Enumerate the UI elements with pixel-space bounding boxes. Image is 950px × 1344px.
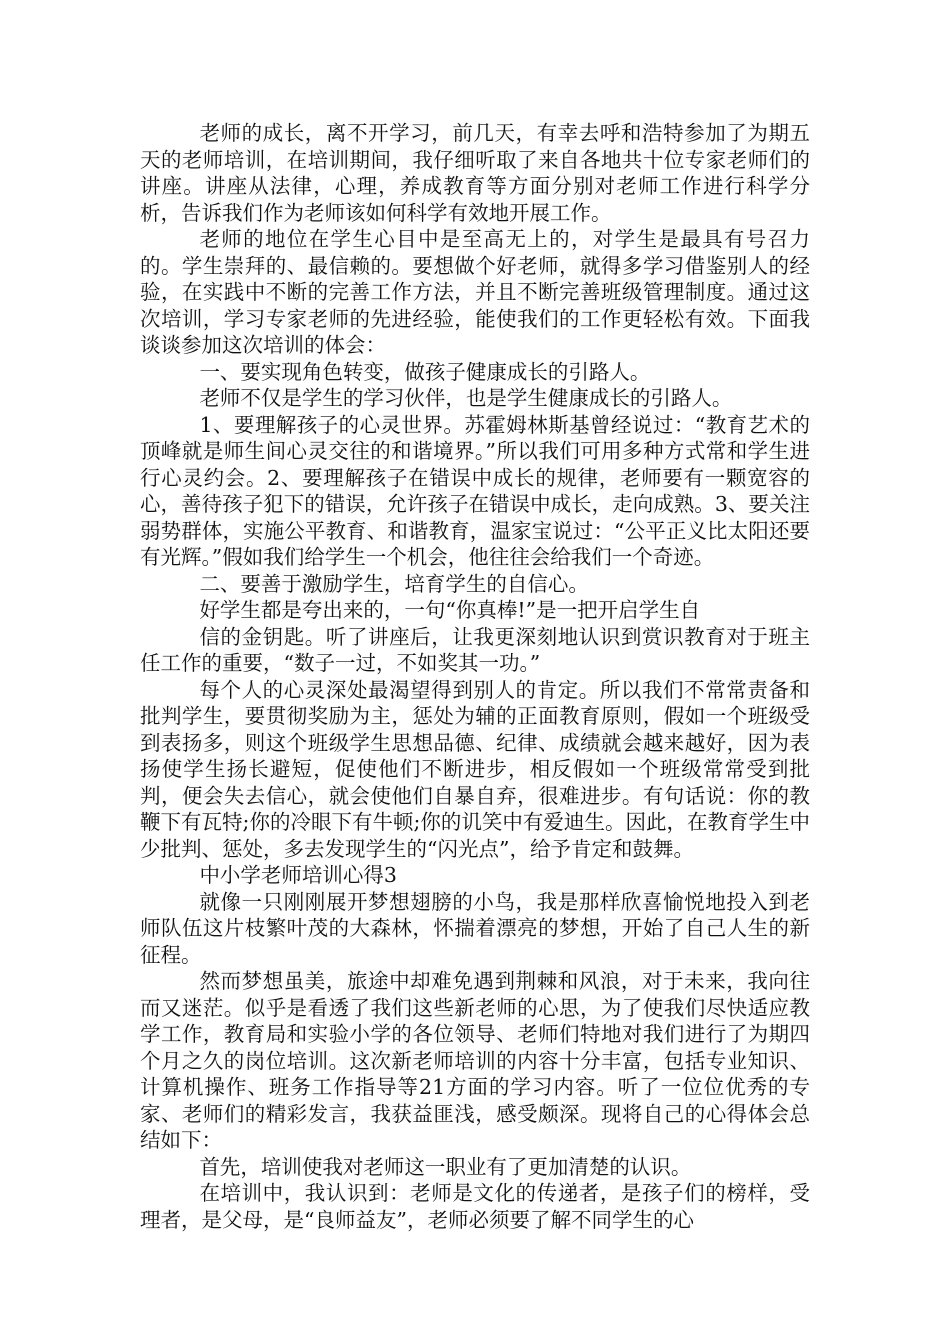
section-title-3: 中小学老师培训心得3 [199,863,397,887]
paragraph-11: 在培训中，我认识到：老师是文化的传递者，是孩子们的榜样，受理者，是父母，是“良师益友”，老师必须要了解不同学生的心 [140,1181,810,1232]
document-body [140,120,810,1233]
paragraph-5: 好学生都是夸出来的，一句“你真棒!”是一把开启学生自 [199,598,701,622]
section-heading-2: 二、要善于激励学生，培育学生的自信心。 [199,571,589,596]
paragraph-8: 就像一只刚刚展开梦想翅膀的小鸟，我是那样欣喜愉悦地投入到老师队伍这片枝繁叶茂的大森林，怀揣着漂亮的梦想，开始了自己人生的新征程。 [140,889,810,967]
paragraph-2: 老师的地位在学生心目中是至高无上的，对学生是最具有号召力的。学生崇拜的、最信赖的。要想做个好老师，就得多学习借鉴别人的经验，在实践中不断的完善工作方法，并且不断完善班级管理制度。通过这次培训，学习专家老师的先进经验，能使我们的工作更轻松有效。下面我谈谈参加这次培训的体会： [140,227,810,357]
paragraph-6: 信的金钥匙。听了讲座后，让我更深刻地认识到赏识教育对于班主任工作的重要，“数子一过，不如奖其一功。” [140,624,810,675]
paragraph-10: 首先，培训使我对老师这一职业有了更加清楚的认识。 [199,1154,692,1179]
section-heading-1: 一、要实现角色转变，做孩子健康成长的引路人。 [199,359,651,384]
paragraph-7: 每个人的心灵深处最渴望得到别人的肯定。所以我们不常常责备和批判学生，要贯彻奖励为主，惩处为辅的正面教育原则，假如一个班级受到表扬多，则这个班级学生思想品德、纪律、成绩就会越来越好，因为表扬使学生扬长避短，促使他们不断进步，相反假如一个班级常常受到批判，便会失去信心，就会使他们自暴自弃，很难进步。有句话说：你的教鞭下有瓦特;你的冷眼下有牛顿;你的讥笑中有爱迪生。因此，在教育学生中少批判、惩处，多去发现学生的“闪光点”，给予肯定和鼓舞。 [140,677,810,861]
paragraph-4: 1、要理解孩子的心灵世界。苏霍姆林斯基曾经说过：“教育艺术的顶峰就是师生间心灵交往的和谐境界。”所以我们可用多种方式常和学生进行心灵约会。2、要理解孩子在错误中成长的规律，老师要有一颗宽容的心，善待孩子犯下的错误，允许孩子在错误中成长，走向成熟。3、要关注弱势群体，实施公平教育、和谐教育，温家宝说过：“公平正义比太阳还要有光辉。”假如我们给学生一个机会，他往往会给我们一个奇迹。 [140,412,810,569]
paragraph-3: 老师不仅是学生的学习伙伴，也是学生健康成长的引路人。 [199,386,733,410]
paragraph-9: 然而梦想虽美，旅途中却难免遇到荆棘和风浪，对于未来，我向往而又迷茫。似乎是看透了我们这些新老师的心思，为了使我们尽快适应教学工作，教育局和实验小学的各位领导、老师们特地对我们进行了为期四个月之久的岗位培训。这次新老师培训的内容十分丰富，包括专业知识、计算机操作、班务工作指导等21方面的学习内容。听了一位位优秀的专家、老师们的精彩发言，我获益匪浅，感受颇深。现将自己的心得体会总结如下： [140,969,810,1152]
paragraph-1: 老师的成长，离不开学习，前几天，有幸去呼和浩特参加了为期五天的老师培训，在培训期间，我仔细听取了来自各地共十位专家老师们的讲座。讲座从法律，心理，养成教育等方面分别对老师工作进行科学分析，告诉我们作为老师该如何科学有效地开展工作。 [140,121,810,225]
